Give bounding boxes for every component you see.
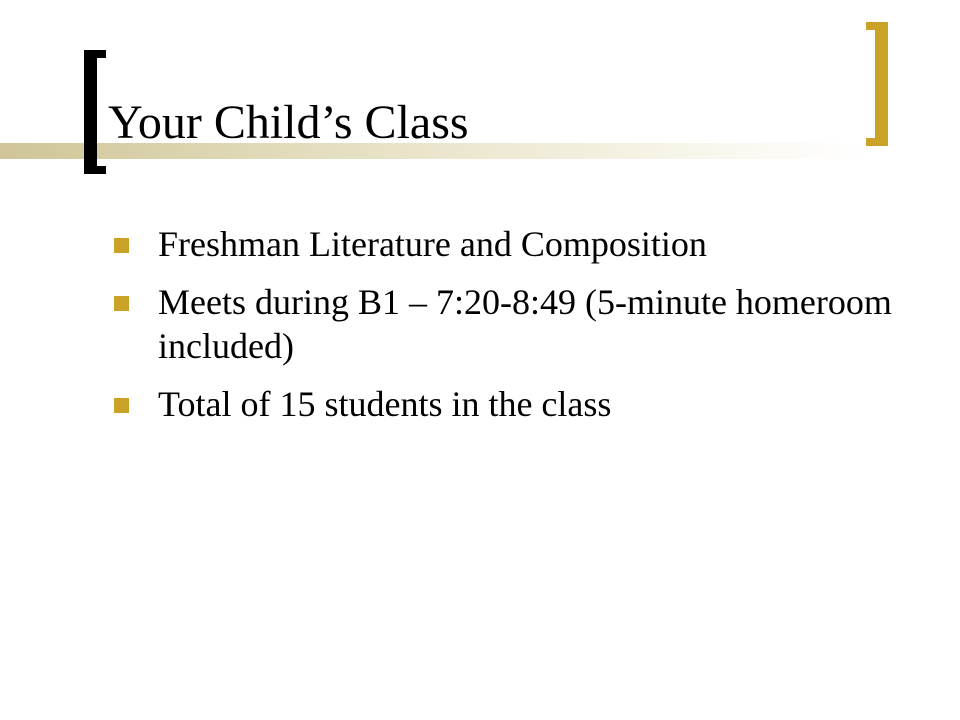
bullet-text: Total of 15 students in the class	[158, 384, 612, 424]
bullet-item-enrollment	[114, 382, 904, 426]
square-bullet-icon	[114, 238, 129, 253]
bullet-item-course	[114, 222, 904, 266]
square-bullet-icon	[114, 296, 129, 311]
bullet-text: Meets during B1 – 7:20-8:49 (5-minute homeroom included)	[158, 282, 892, 366]
right-bracket-decoration	[866, 22, 888, 146]
bullet-list	[114, 222, 904, 440]
left-bracket-decoration	[84, 50, 106, 174]
bullet-text: Freshman Literature and Composition	[158, 224, 707, 264]
slide-title: Your Child’s Class	[108, 96, 469, 149]
square-bullet-icon	[114, 398, 129, 413]
bullet-item-schedule	[114, 280, 904, 368]
